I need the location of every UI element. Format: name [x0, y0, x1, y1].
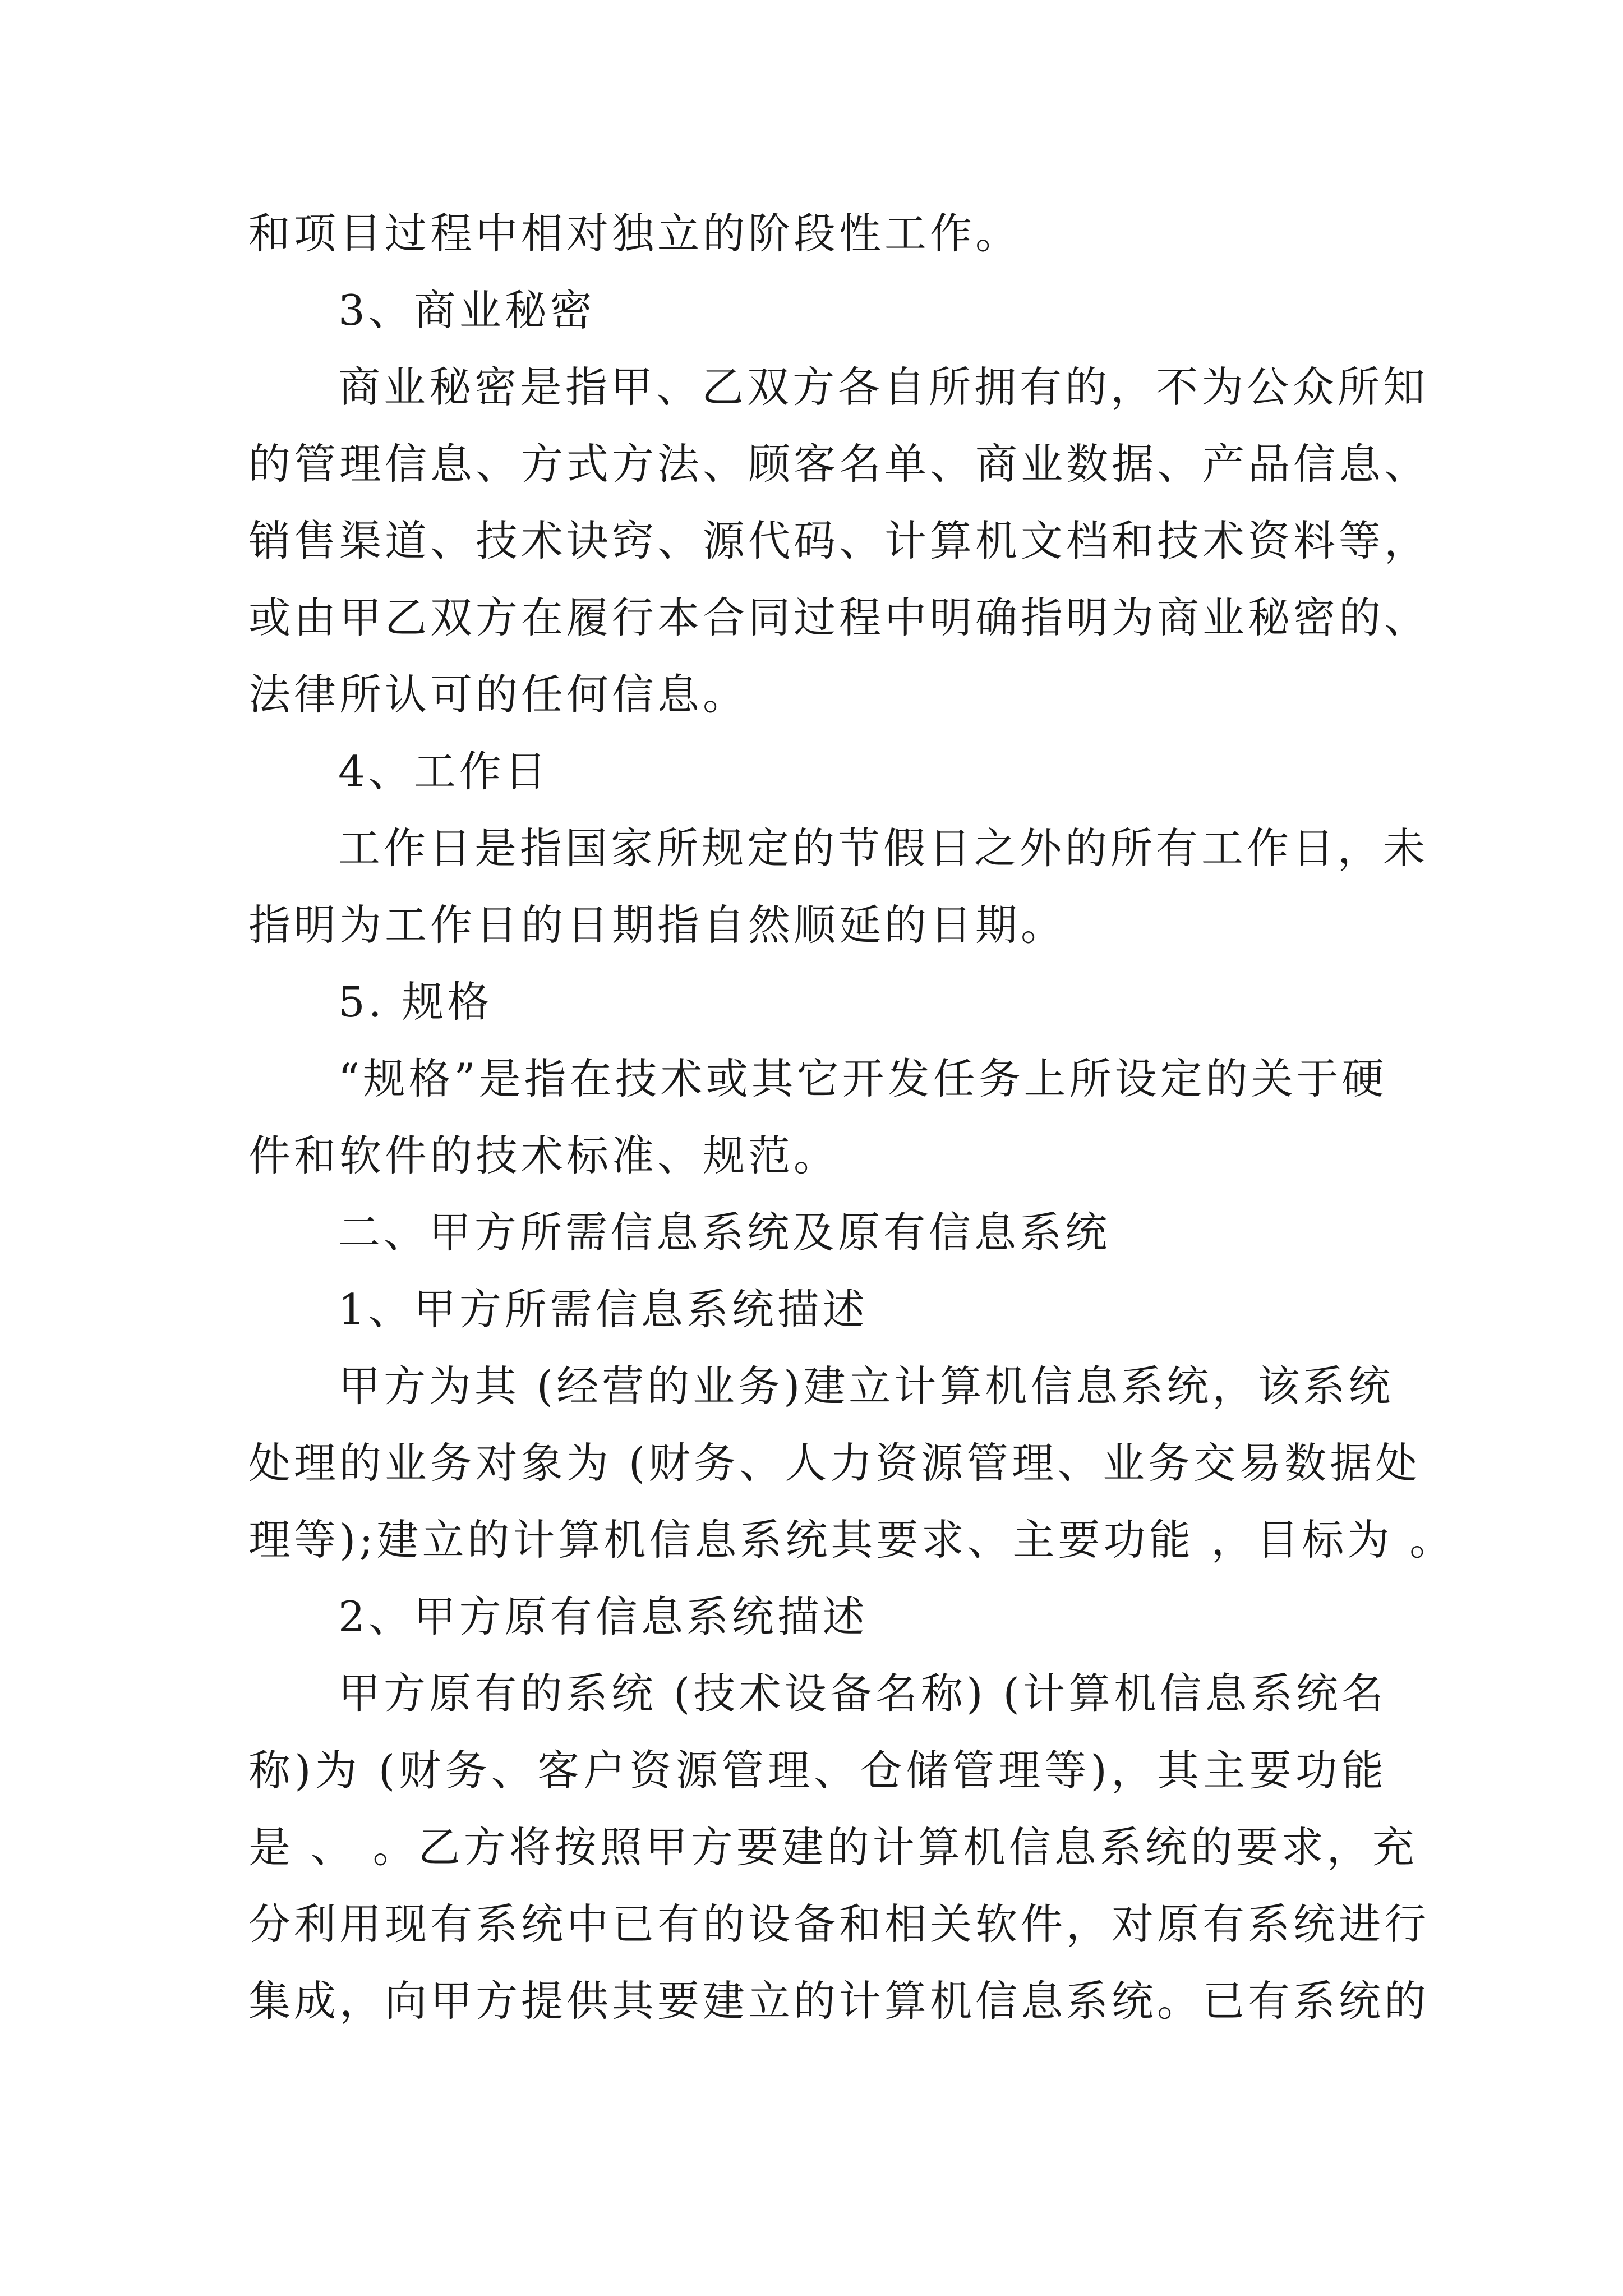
- text-line: 甲方为其 (经营的业务)建立计算机信息系统，该系统: [338, 1361, 1394, 1411]
- text-line: 指明为工作日的日期指自然顺延的日期。: [248, 900, 1067, 950]
- text-line: 和项目过程中相对独立的阶段性工作。: [248, 209, 1021, 258]
- section-heading-specification: 5. 规格: [338, 977, 493, 1027]
- text-line: 或由甲乙双方在履行本合同过程中明确指明为商业秘密的、: [248, 593, 1430, 642]
- section-heading-existing-system: 2、甲方原有信息系统描述: [338, 1592, 868, 1641]
- section-heading-workday: 4、工作日: [338, 747, 550, 796]
- text-line: 的管理信息、方式方法、顾客名单、商业数据、产品信息、: [248, 439, 1430, 489]
- text-line: 分利用现有系统中已有的设备和相关软件，对原有系统进行: [248, 1899, 1430, 1949]
- text-line: 商业秘密是指甲、乙双方各自所拥有的，不为公众所知: [338, 362, 1429, 412]
- text-line: 处理的业务对象为 (财务、人力资源管理、业务交易数据处: [248, 1438, 1421, 1488]
- text-line: 甲方原有的系统 (技术设备名称) (计算机信息系统名: [338, 1669, 1387, 1718]
- text-line: 是 、 。乙方将按照甲方要建的计算机信息系统的要求，充: [248, 1823, 1418, 1872]
- text-line: 件和软件的技术标准、规范。: [248, 1131, 840, 1180]
- text-line: 法律所认可的任何信息。: [248, 670, 749, 719]
- text-line: 称)为 (财务、客户资源管理、仓储管理等)，其主要功能: [248, 1746, 1387, 1795]
- text-line: 工作日是指国家所规定的节假日之外的所有工作日，未: [338, 823, 1429, 873]
- chapter-heading-information-systems: 二、甲方所需信息系统及原有信息系统: [338, 1208, 1111, 1257]
- section-heading-required-system: 1、甲方所需信息系统描述: [338, 1285, 868, 1334]
- section-heading-trade-secret: 3、商业秘密: [338, 286, 596, 335]
- text-line: “规格”是指在技术或其它开发任务上所设定的关于硬: [338, 1054, 1387, 1103]
- text-line: 理等);建立的计算机信息系统其要求、主要功能 ，目标为 。: [248, 1515, 1455, 1565]
- body-text: [248, 195, 1455, 2040]
- text-line: 集成，向甲方提供其要建立的计算机信息系统。已有系统的: [248, 1976, 1430, 2026]
- text-line: 销售渠道、技术诀窍、源代码、计算机文档和技术资料等，: [248, 516, 1430, 565]
